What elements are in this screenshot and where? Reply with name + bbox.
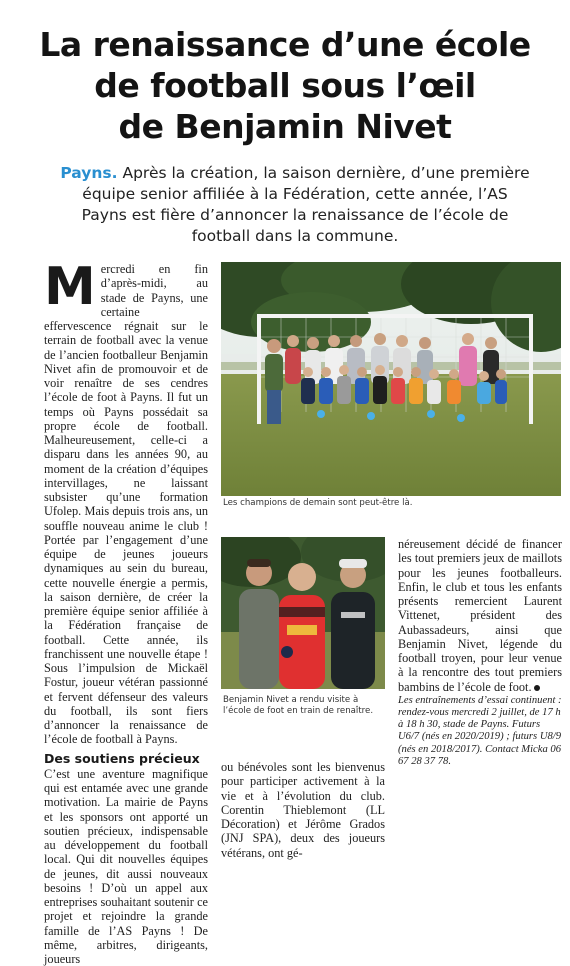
standfirst-text: Après la création, la saison dernière, d’une première équipe senior affiliée à la Fédération, cette année, l’AS Payns est fière d’annoncer la renaissance de l’école de football dans la commune.	[81, 164, 530, 245]
subhead: Des soutiens précieux	[44, 750, 200, 766]
article-column-3	[398, 537, 562, 768]
team-photo-image	[221, 262, 561, 496]
team-photo	[221, 262, 561, 496]
standfirst	[60, 163, 530, 247]
headline	[0, 24, 570, 147]
headline-line-1: La renaissance d’une école	[39, 25, 531, 64]
article-column-2: ou bénévoles sont les bienvenus pour participer activement à la vie et à l’évolution du club. Corentin Thieblemont (LL Décoration) et Jérôme Grados (JNJ SPA), deux des joueurs vétérans, ont gé-	[221, 760, 385, 860]
article-paragraph-1: ercredi en fin d’après-midi, au stade de Payns, une certaine effervescence régnait sur le terrain de football avec la venue de l’ancien footballeur Benjamin Nivet afin de promouvoir et de voir renaître de ses cendres l’école de foot à Payns. Il fut un temps où Payns possédait sa propre école de football. Malheureusement, celle-ci a disparu dans les années 90, au moment de la création d’équipes intervillages, ne laissant subsister qu’une formation Ufolep. Mais depuis trois ans, un souffle nouveau anime le club ! Portée par l’engagement d’une équipe de jeunes joueurs dynamiques au sein du bureau, cette nouvelle énergie a permis, la saison dernière, de créer la première équipe senior affiliée à la Fédération française de football. Cette année, ils franchissent une nouvelle étape ! Sous l’impulsion de Mickaël Fostur, joueur vétéran passionné et fervent défenseur des valeurs du football, ils sont fiers d’annoncer la renaissance de l’école de football à Payns.	[44, 262, 208, 747]
article-paragraph-3: néreusement décidé de financer les tout premiers jeux de maillots pour les jeunes footballeurs. Enfin, le club et tous les enfants présents remercient Laurent Vittenet, président des Aubassadeurs, ainsi que Benjamin Nivet, légende du football troyen, pour leur venue à la rencontre des tout premiers bambins de l’école de foot.	[398, 537, 562, 694]
headline-line-3: de Benjamin Nivet	[118, 107, 452, 146]
end-bullet	[534, 685, 540, 691]
training-info: Les entraînements d’essai continuent : rendez-vous mercredi 2 juillet, de 17 h à 18 h 30, stade de Payns. Futurs U6/7 (nés en 2020/2019) ; futurs U8/9 (nés en 2018/2017). Contact Micka 06 67 28 37 78.	[398, 694, 562, 767]
team-photo-caption: Les champions de demain sont peut-être là.	[223, 498, 413, 508]
trio-photo-image	[221, 537, 385, 689]
article-column-1	[44, 257, 208, 966]
standfirst-place: Payns.	[60, 164, 118, 182]
article-paragraph-2: C’est une aventure magnifique qui est entamée avec une grande motivation. La mairie de Payns et les sponsors ont apporté un soutien précieux, indispensable au développement du football local. Qui dit nouvelles équipes de jeunes, dit aussi nouveaux besoins ! D’où un appel aux entreprises souhaitant soutenir ce projet et rejoindre la grande famille de l’AS Payns ! De même, arbitres, dirigeants, joueurs	[44, 766, 208, 966]
drop-cap: M	[44, 257, 96, 317]
headline-line-2: de football sous l’œil	[94, 66, 476, 105]
trio-photo	[221, 537, 385, 689]
trio-photo-caption: Benjamin Nivet a rendu visite à l’école de foot en train de renaître.	[223, 695, 374, 716]
